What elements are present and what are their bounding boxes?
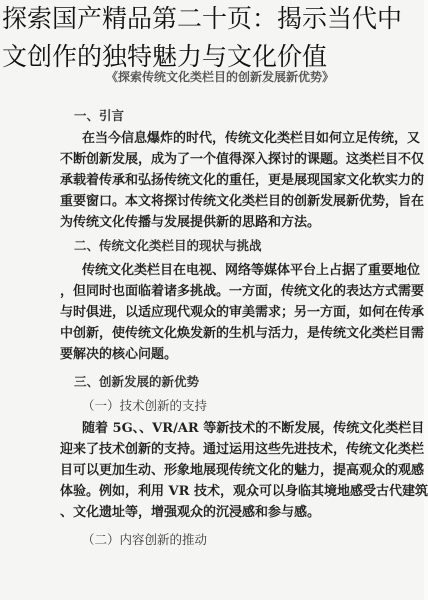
paragraph-line: 重要窗口。本文将探讨传统文化类栏目的创新发展新优势，旨在 [60,194,425,209]
subsection-heading-tech: （一）技术创新的支持 [82,398,208,413]
paragraph-tech [60,418,428,523]
paragraph-line: 目可以更加生动、形象地展现传统文化的魅力，提高观众的观感 [60,463,425,478]
paragraph-line: 为传统文化传播与发展提供新的思路和方法。 [60,215,321,230]
overlay-title [2,0,422,76]
paragraph-line: ，但同时也面临着诸多挑战。一方面，传统文化的表达方式需要 [60,284,425,299]
section-heading-intro: 一、引言 [74,108,125,123]
document-title: 《探索传统文化类栏目的创新发展新优势》 [105,70,334,84]
paragraph-line: 、文化遗址等，增强观众的沉浸感和参与感。 [60,505,321,520]
paragraph-line: 中创新，使传统文化焕发新的生机与活力，是传统文化类栏目需 [60,326,425,341]
paragraph-line: 与时俱进，以适应现代观众的审美需求；另一方面，如何在传承 [60,305,425,320]
paragraph-line: 体验。例如，利用 VR 技术，观众可以身临其境地感受古代建筑 [60,484,428,499]
paragraph-line: 承载着传承和弘扬传统文化的重任，更是展现国家文化软实力的 [60,173,425,188]
paragraph-line: 随着 5G、、VR/AR 等新技术的不断发展，传统文化类栏目 [82,421,425,436]
paragraph-intro [60,128,425,233]
section-heading-advantages: 三、创新发展的新优势 [74,374,200,389]
paragraph-status [60,260,425,365]
paragraph-line: 要解决的核心问题。 [60,347,178,362]
paragraph-line: 不断创新发展，成为了一个值得深入探讨的课题。这类栏目不仅 [60,152,425,167]
overlay-title-line: 探索国产精品第二十页：揭示当代中 [2,4,403,33]
section-heading-status: 二、传统文化类栏目的现状与挑战 [74,238,262,253]
paragraph-line: 传统文化类栏目在电视、网络等媒体平台上占据了重要地位 [82,263,421,278]
subsection-heading-content: （二）内容创新的推动 [82,532,208,547]
paragraph-line: 在当今信息爆炸的时代，传统文化类栏目如何立足传统，又 [82,131,421,146]
paragraph-line: 迎来了技术创新的支持。通过运用这些先进技术，传统文化类栏 [60,442,425,457]
overlay-title-line: 文创作的独特魅力与文化价值 [2,42,328,71]
